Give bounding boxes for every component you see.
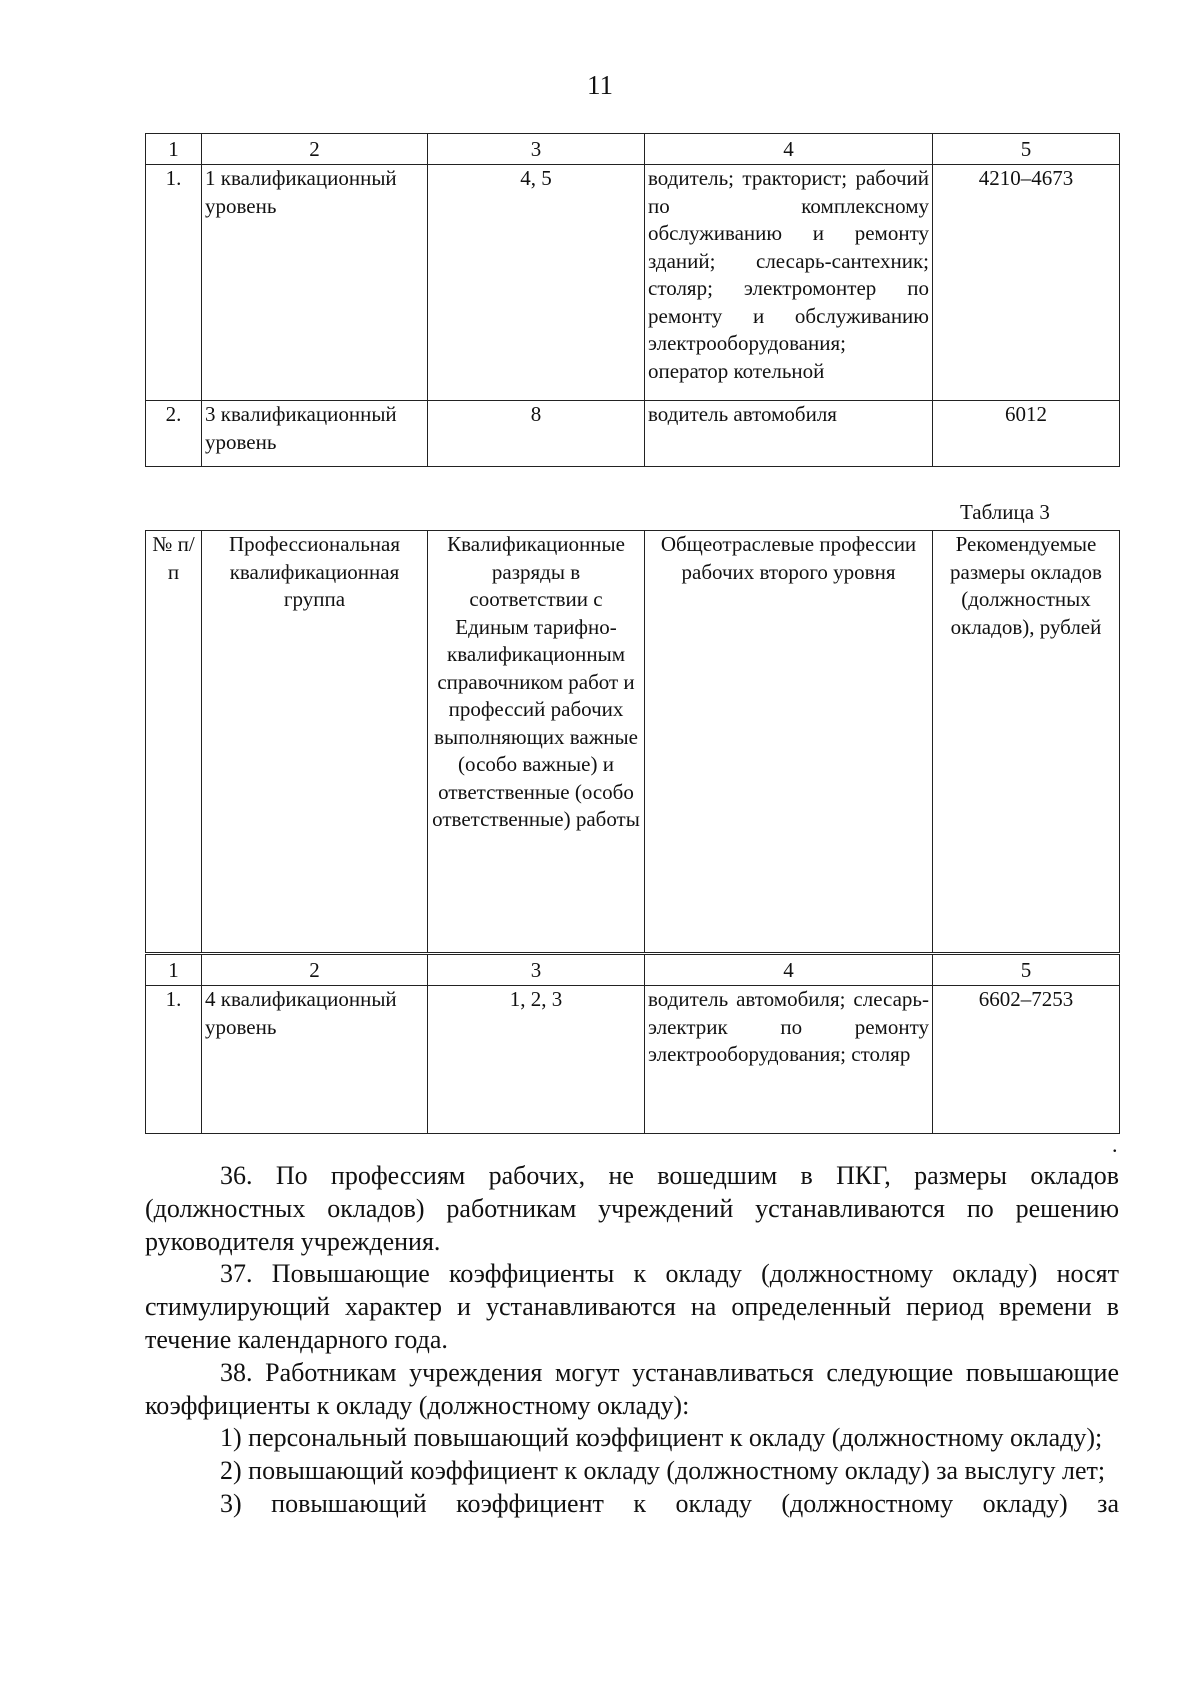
list-item-3: 3) повышающий коэффициент к окладу (должностному окладу) за: [220, 1488, 1119, 1518]
header-salary: Рекомендуемые размеры окладов (должностных окладов), рублей: [933, 531, 1120, 953]
professions: водитель автомобиля; слесарь-электрик по ремонту электрооборудования; столяр: [645, 986, 933, 1134]
column-number: 1: [146, 134, 202, 165]
header-professions: Общеотраслевые профессии рабочих второго уровня: [645, 531, 933, 953]
list-item-2: 2) повышающий коэффициент к окладу (должностному окладу) за выслугу лет;: [220, 1456, 1106, 1486]
salary: 6012: [933, 401, 1120, 467]
column-number: 5: [933, 955, 1120, 986]
qualification-grades: 8: [428, 401, 645, 467]
qualification-grades: 1, 2, 3: [428, 986, 645, 1134]
salary-range: 4210–4673: [933, 165, 1120, 401]
column-number: 3: [428, 134, 645, 165]
qualification-level: 4 квалификационный уровень: [202, 986, 428, 1134]
paragraph-37: 37. Повышающие коэффициенты к окладу (должностному окладу) носят стимулирующий характер и устанавливаются на определенный период времени в течение календарного года.: [145, 1259, 1119, 1354]
body-text: [145, 1160, 1119, 1521]
column-number-row: [146, 134, 1120, 165]
row-number: 2.: [146, 401, 202, 467]
column-number: 4: [645, 134, 933, 165]
column-number: 5: [933, 134, 1120, 165]
paragraph-38: 38. Работникам учреждения могут устанавливаться следующие повышающие коэффициенты к окладу (должностному окладу):: [145, 1357, 1119, 1420]
column-number: 3: [428, 955, 645, 986]
qualification-level: 1 квалификационный уровень: [202, 165, 428, 401]
table-3-body: [145, 954, 1120, 1134]
table-2-continuation: [145, 133, 1120, 467]
column-number: 4: [645, 955, 933, 986]
qualification-level: 3 квалификационный уровень: [202, 401, 428, 467]
column-number-row: [146, 955, 1120, 986]
professions: водитель; тракторист; рабочий по комплексному обслуживанию и ремонту зданий; слесарь-сантехник; столяр; электромонтер по ремонту и обслуживанию электрооборудования; оператор котельной: [645, 165, 933, 401]
table-caption: Таблица 3: [960, 500, 1050, 524]
header-num: № п/п: [146, 531, 202, 953]
header-row: [146, 531, 1120, 953]
column-number: 2: [202, 134, 428, 165]
list-item-1: 1) персональный повышающий коэффициент к окладу (должностному окладу);: [220, 1423, 1103, 1453]
row-number: 1.: [146, 986, 202, 1134]
qualification-grades: 4, 5: [428, 165, 645, 401]
salary-range: 6602–7253: [933, 986, 1120, 1134]
row-number: 1.: [146, 165, 202, 401]
page-number: 11: [587, 70, 613, 100]
paragraph-36: 36. По профессиям рабочих, не вошедшим в ПКГ, размеры окладов (должностных окладов) работникам учреждений устанавливаются по решению руководителя учреждения.: [145, 1161, 1119, 1256]
table-3-header: [145, 530, 1120, 953]
column-number: 2: [202, 955, 428, 986]
table-row: [146, 165, 1120, 401]
header-group: Профессиональная квалификационная группа: [202, 531, 428, 953]
column-number: 1: [146, 955, 202, 986]
header-grades: Квалификационные разряды в соответствии с Единым тарифно-квалификационным справочником работ и профессий рабочих выполняющих важные (особо важные) и ответственные (особо ответственные) работы: [428, 531, 645, 953]
stray-mark: .: [1112, 1132, 1118, 1157]
professions: водитель автомобиля: [645, 401, 933, 467]
table-row: [146, 401, 1120, 467]
table-row: [146, 986, 1120, 1134]
